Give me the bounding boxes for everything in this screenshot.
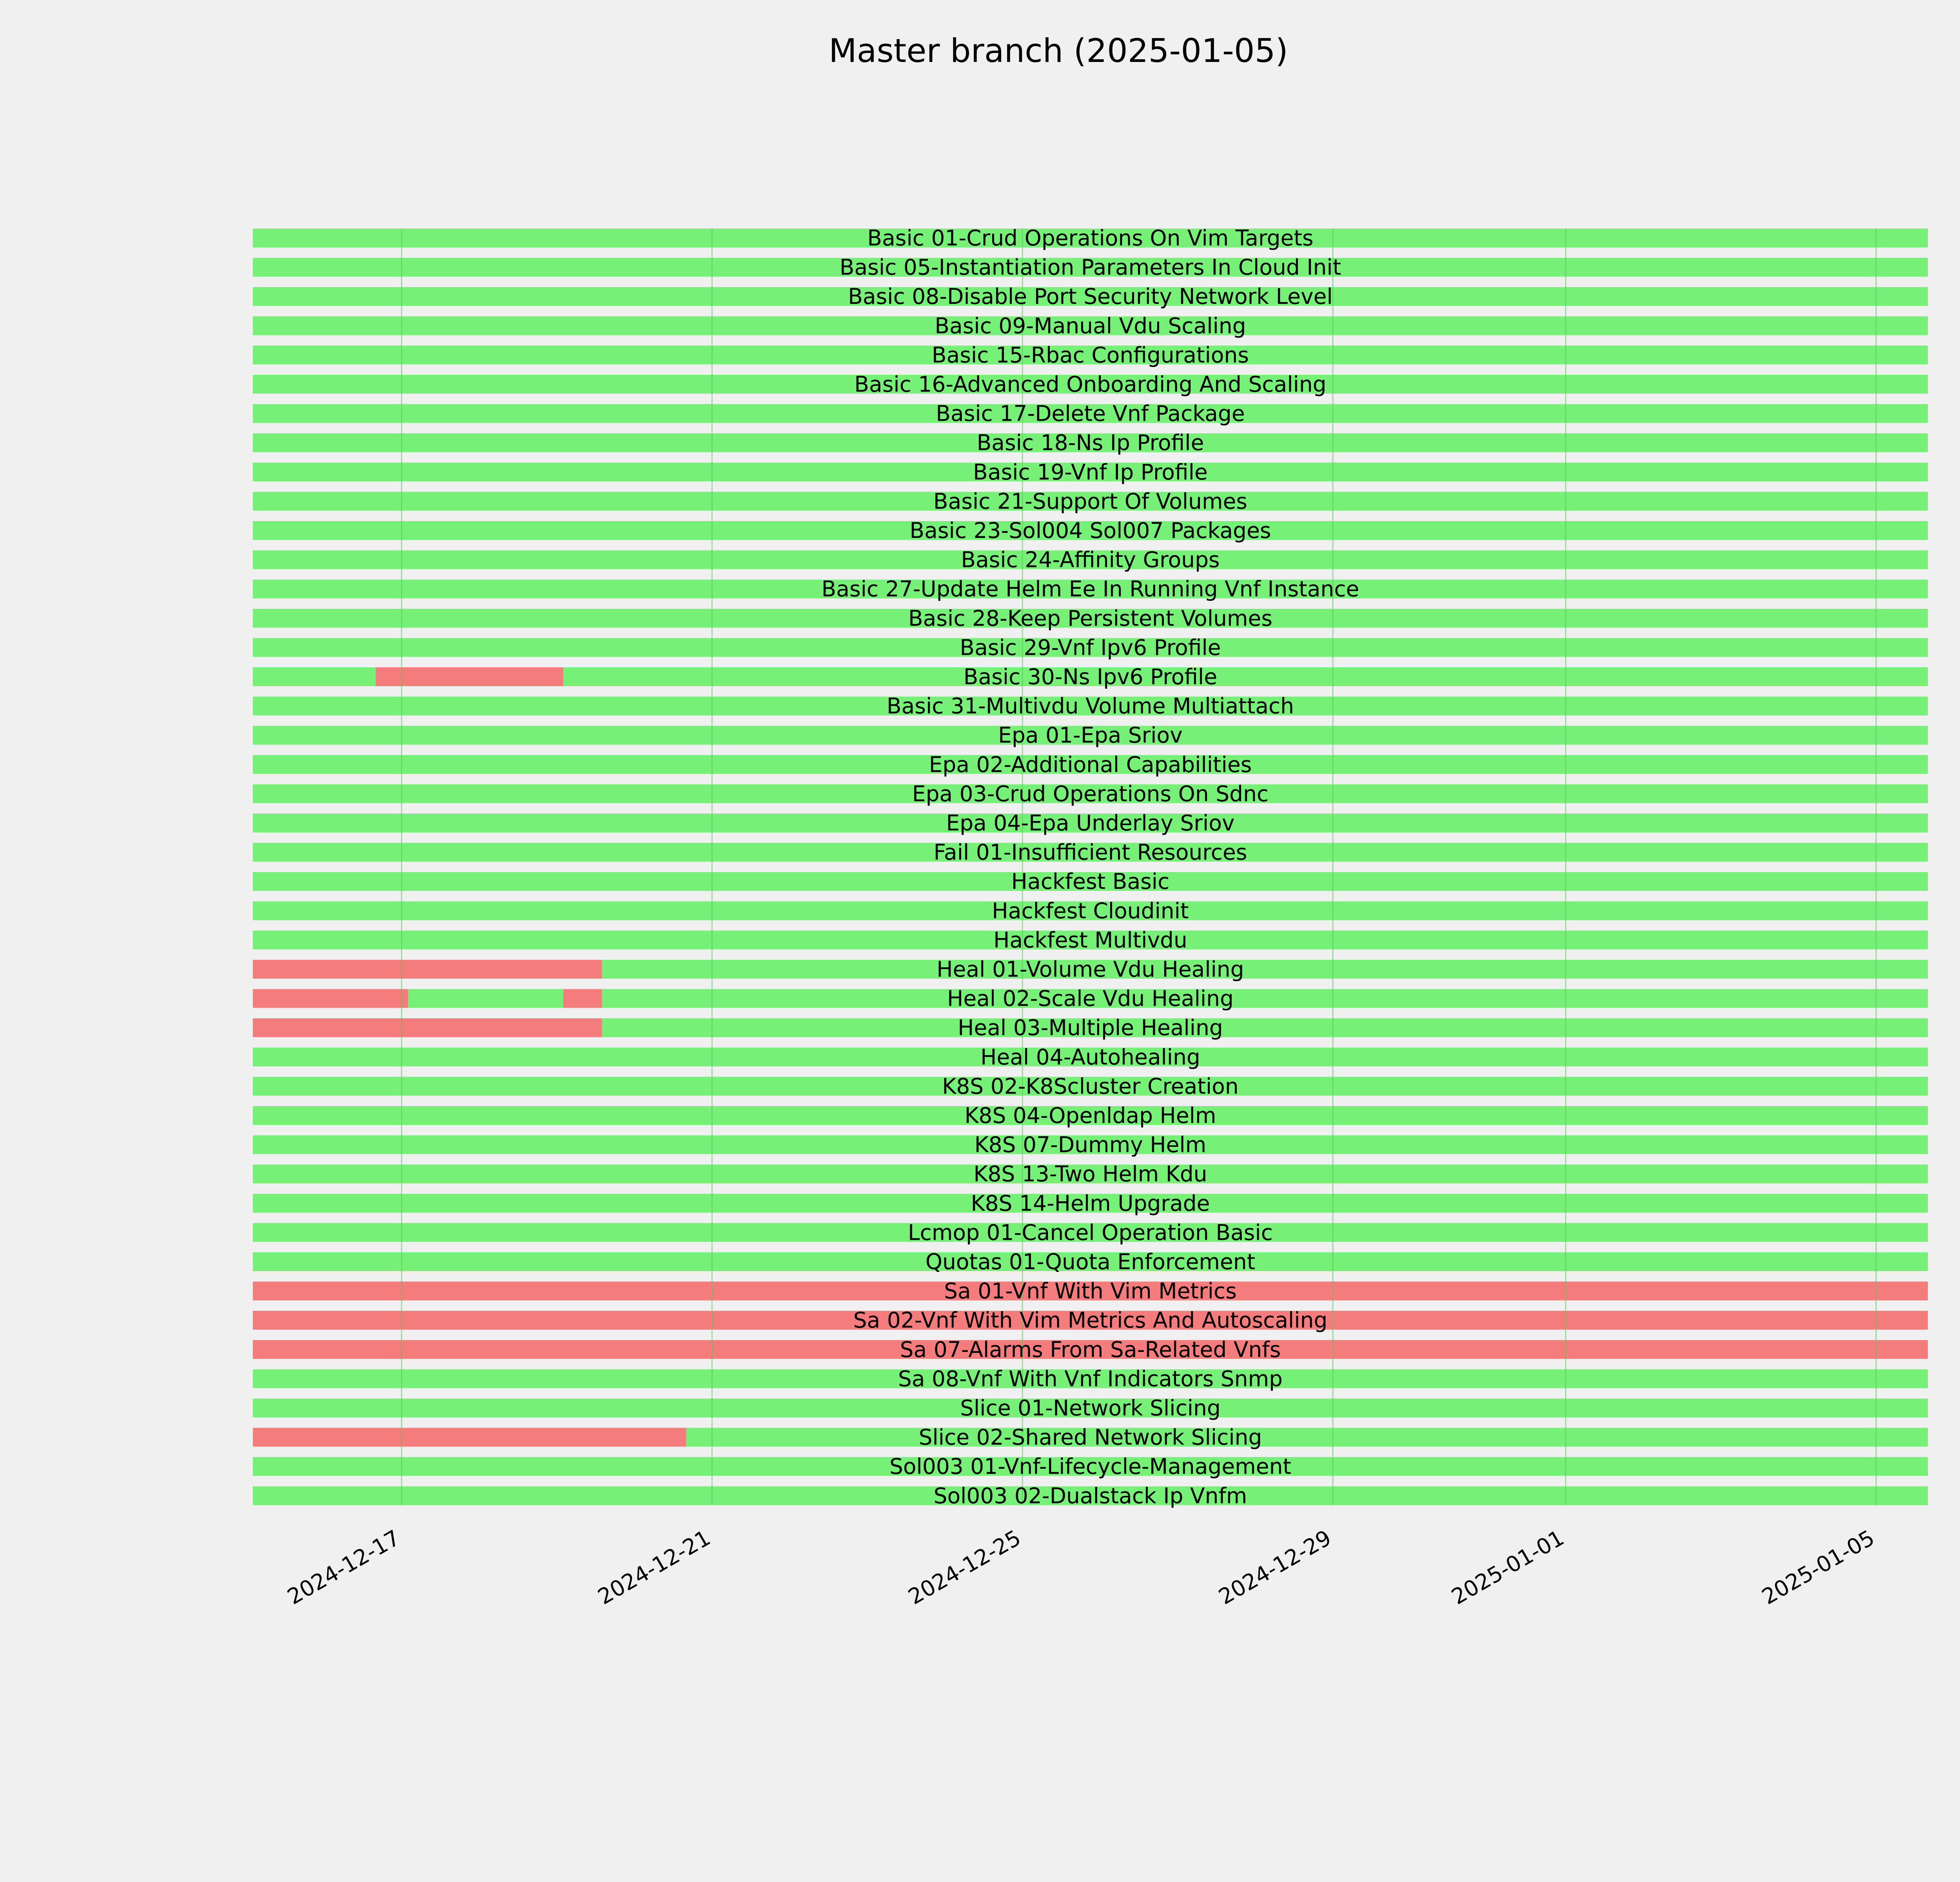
timeline-segment-pass	[686, 1428, 1928, 1447]
timeline-segment-fail	[563, 989, 602, 1008]
x-tick-label: 2024-12-21	[593, 1525, 715, 1610]
timeline-segment-pass	[563, 667, 1928, 686]
row-label: Hackfest Basic	[1011, 869, 1170, 894]
x-tick-label: 2025-01-01	[1447, 1525, 1568, 1610]
row-label: Epa 01-Epa Sriov	[998, 723, 1183, 748]
x-tick-label: 2024-12-25	[904, 1525, 1025, 1610]
row-label: Heal 04-Autohealing	[980, 1044, 1200, 1070]
row-label: K8S 14-Helm Upgrade	[971, 1190, 1210, 1216]
row-label: Basic 29-Vnf Ipv6 Profile	[960, 635, 1221, 660]
x-tick-label: 2024-12-29	[1214, 1525, 1336, 1610]
timeline-segment-pass	[253, 667, 376, 686]
row-label: Basic 01-Crud Operations On Vim Targets	[867, 225, 1314, 251]
row-label: Basic 21-Support Of Volumes	[933, 489, 1248, 514]
row-label: Sa 02-Vnf With Vim Metrics And Autoscaling	[853, 1308, 1328, 1333]
timeline-segment-fail	[253, 1428, 686, 1447]
row-label: Basic 23-Sol004 Sol007 Packages	[909, 518, 1271, 543]
row-label: Sol003 01-Vnf-Lifecycle-Management	[889, 1454, 1292, 1479]
row-label: K8S 13-Two Helm Kdu	[973, 1161, 1207, 1187]
timeline-segment-fail	[253, 960, 602, 979]
timeline-segment-fail	[253, 989, 408, 1008]
timeline-segment-fail	[376, 667, 563, 686]
row-label: Basic 18-Ns Ip Profile	[976, 430, 1204, 456]
row-label: Sol003 02-Dualstack Ip Vnfm	[933, 1483, 1247, 1508]
row-label: Lcmop 01-Cancel Operation Basic	[908, 1220, 1273, 1245]
row-label: Basic 17-Delete Vnf Package	[936, 401, 1245, 426]
row-label: Fail 01-Insufficient Resources	[933, 839, 1247, 865]
row-label: Basic 16-Advanced Onboarding And Scaling	[854, 372, 1327, 397]
row-label: Epa 03-Crud Operations On Sdnc	[912, 781, 1269, 807]
row-label: Heal 02-Scale Vdu Healing	[947, 986, 1234, 1011]
row-label: Hackfest Cloudinit	[992, 898, 1189, 923]
row-label: Basic 24-Affinity Groups	[961, 547, 1220, 572]
row-label: Basic 27-Update Helm Ee In Running Vnf Instance	[821, 576, 1359, 602]
row-label: Basic 15-Rbac Configurations	[931, 342, 1249, 368]
row-label: Hackfest Multivdu	[993, 927, 1187, 953]
row-label: Basic 19-Vnf Ip Profile	[973, 459, 1208, 485]
row-label: Basic 28-Keep Persistent Volumes	[908, 605, 1273, 631]
timeline-segment-pass	[602, 1018, 1928, 1037]
row-label: Sa 08-Vnf With Vnf Indicators Snmp	[898, 1366, 1283, 1392]
row-label: Slice 01-Network Slicing	[960, 1395, 1221, 1421]
row-label: Heal 01-Volume Vdu Healing	[936, 957, 1244, 982]
row-label: K8S 02-K8Scluster Creation	[942, 1074, 1239, 1099]
row-label: Basic 08-Disable Port Security Network Level	[848, 284, 1333, 309]
row-label: Sa 01-Vnf With Vim Metrics	[944, 1278, 1237, 1304]
x-tick-label: 2025-01-05	[1757, 1525, 1879, 1610]
x-tick-label: 2024-12-17	[283, 1525, 404, 1610]
row-label: Epa 02-Additional Capabilities	[929, 752, 1252, 777]
timeline-segment-fail	[253, 1018, 602, 1037]
row-label: Basic 30-Ns Ipv6 Profile	[963, 664, 1218, 689]
row-label: Sa 07-Alarms From Sa-Related Vnfs	[900, 1337, 1281, 1362]
row-label: Basic 05-Instantiation Parameters In Cloud Init	[839, 254, 1341, 280]
row-label: Heal 03-Multiple Healing	[958, 1015, 1223, 1041]
row-label: K8S 07-Dummy Helm	[974, 1132, 1207, 1157]
row-label: Basic 31-Multivdu Volume Multiattach	[886, 693, 1294, 719]
row-label: K8S 04-Openldap Helm	[964, 1103, 1216, 1128]
chart-title: Master branch (2025-01-05)	[829, 32, 1288, 70]
row-label: Quotas 01-Quota Enforcement	[925, 1249, 1256, 1274]
timeline-segment-pass	[408, 989, 563, 1008]
row-label: Basic 09-Manual Vdu Scaling	[935, 313, 1246, 338]
timeline-segment-pass	[602, 989, 1928, 1008]
row-label: Slice 02-Shared Network Slicing	[918, 1424, 1262, 1450]
row-label: Epa 04-Epa Underlay Sriov	[946, 810, 1235, 836]
timeline-segment-pass	[602, 960, 1928, 979]
